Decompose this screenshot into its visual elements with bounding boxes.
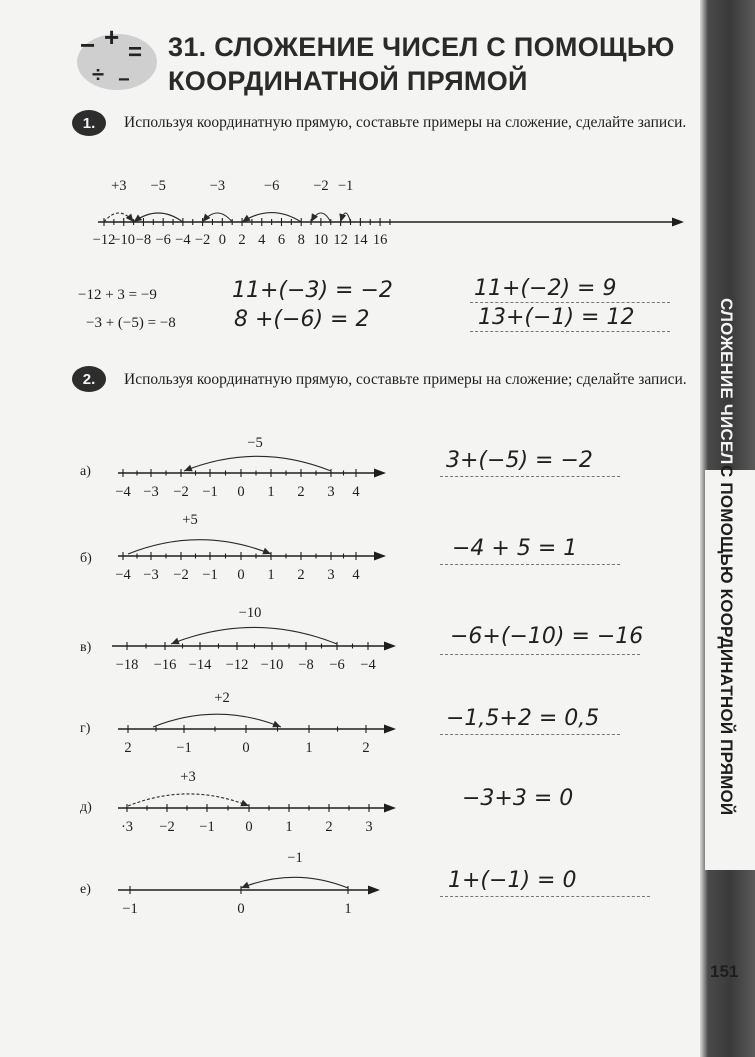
item-2-jump-arc-head [262, 548, 271, 554]
task1-answer-4: 13+(−1) = 12 [478, 305, 635, 330]
task1-tick-label: 16 [372, 232, 388, 248]
item-2-jump-arc [128, 540, 271, 554]
item-3-axis-arrowhead [384, 642, 396, 651]
task1-jump-label: −2 [313, 178, 329, 194]
item-2-tick-label: −4 [115, 567, 131, 583]
item-2-tick-label: −2 [173, 567, 189, 583]
item-2-tick-label: 1 [267, 567, 275, 583]
task1-jump-label: +3 [111, 178, 127, 194]
task1-jump-label: −1 [337, 178, 354, 194]
task1-badge: 1. [72, 110, 106, 136]
item-b-answer: −4 + 5 = 1 [452, 536, 578, 561]
item-4-axis-arrowhead [384, 725, 396, 734]
item-2-tick-label: 2 [297, 567, 305, 583]
item-5-tick-label: −1 [199, 819, 215, 835]
item-g-answer: −1,5+2 = 0,5 [446, 706, 600, 731]
item-2-tick-label: −3 [143, 567, 159, 583]
item-1-jump-arc-head [184, 465, 193, 471]
task2-text: Используя координатную прямую, составьте примеры на сложение; сделайте записи. [124, 371, 687, 388]
item-1-jump-arc [184, 456, 331, 471]
item-v-answer: −6+(−10) = −16 [450, 624, 644, 649]
item-5-tick-label: 0 [245, 819, 253, 835]
task1-jump-label: −5 [150, 178, 166, 194]
item-b-line [440, 564, 620, 565]
item-d-letter: д) [80, 800, 92, 815]
item-3-tick-label: −6 [329, 657, 345, 673]
item-4-jump-arc [153, 714, 281, 727]
task1-jump-label: −3 [209, 178, 226, 194]
title-line-1: 31. СЛОЖЕНИЕ ЧИСЕЛ С ПОМОЩЬЮ [168, 32, 675, 62]
task1-tick-label: −6 [155, 232, 171, 248]
item-2-axis-arrowhead [374, 552, 386, 561]
item-6-jump-arc-head [241, 882, 250, 888]
item-1-jump-label: −5 [247, 435, 263, 451]
item-3-jump-arc-head [171, 638, 180, 644]
item-2-tick-label: −1 [202, 567, 218, 583]
item-5-tick-label: 3 [365, 819, 373, 835]
task1-jump-label: −6 [263, 178, 280, 194]
item-4-tick-label: 2 [362, 740, 370, 756]
task1-printed-example-1: −12 + 3 = −9 [78, 287, 157, 303]
item-1-tick-label: 4 [352, 484, 360, 500]
item-2-jump-label: +5 [182, 512, 198, 528]
side-title-lower: С ПОМОЩЬЮ КООРДИНАТНОЙ ПРЯМОЙ [717, 464, 736, 815]
svg-text:−: − [80, 30, 96, 60]
item-1-axis-arrowhead [374, 469, 386, 478]
item-4-jump-arc-head [272, 721, 281, 727]
task1-tick-label: 0 [218, 232, 226, 248]
item-b-letter: б) [80, 551, 92, 566]
item-e-line [440, 896, 650, 897]
item-2-tick-label: 0 [237, 567, 245, 583]
item-6-tick-label: 0 [237, 901, 245, 917]
task1-answer-2: 8 +(−6) = 2 [234, 307, 370, 332]
page-number: 151 [710, 962, 739, 981]
item-4-jump-label: +2 [214, 690, 230, 706]
task1-tick-label: −4 [175, 232, 191, 248]
item-5-tick-label: −2 [159, 819, 175, 835]
item-6-tick-label: 1 [344, 901, 352, 917]
item-2-tick-label: 3 [327, 567, 335, 583]
item-5-jump-label: +3 [180, 769, 196, 785]
task1-tick-label: −12 [92, 232, 116, 248]
item-e-letter: е) [80, 882, 91, 897]
item-4-tick-label: 0 [242, 740, 250, 756]
item-1-tick-label: 0 [237, 484, 245, 500]
item-g-letter: г) [80, 721, 91, 736]
item-1-tick-label: −2 [173, 484, 189, 500]
task1-tick-label: 2 [238, 232, 246, 248]
task1-tick-label: 10 [313, 232, 329, 248]
item-d-answer: −3+3 = 0 [462, 786, 574, 811]
item-e-answer: 1+(−1) = 0 [448, 868, 577, 893]
task1-tick-label: −2 [194, 232, 211, 248]
item-3-jump-arc [171, 627, 337, 644]
item-1-tick-label: 3 [327, 484, 335, 500]
item-2-tick-label: 4 [352, 567, 360, 583]
task1-answer-1: 11+(−3) = −2 [232, 278, 393, 303]
task1-text: Используя координатную прямую, составьте примеры на сложение, сделайте записи. [124, 114, 687, 131]
item-3-tick-label: −18 [115, 657, 139, 673]
item-5-tick-label: 2 [325, 819, 333, 835]
item-3-jump-label: −10 [238, 605, 262, 621]
task1-tick-label: 4 [258, 232, 266, 248]
task1-tick-label: 12 [333, 232, 348, 248]
item-5-jump-arc [128, 794, 249, 806]
task1-tick-label: 6 [277, 232, 286, 248]
side-title-upper: СЛОЖЕНИЕ ЧИСЕЛ [717, 298, 736, 465]
item-a-answer: 3+(−5) = −2 [446, 448, 593, 473]
item-3-tick-label: −16 [153, 657, 177, 673]
item-3-tick-label: −8 [298, 657, 314, 673]
item-6-jump-label: −1 [287, 850, 303, 866]
task1-tick-label: 8 [297, 232, 305, 248]
item-4-tick-label: 2 [124, 740, 132, 756]
svg-text:+: + [104, 22, 120, 52]
task1-printed-example-2: −3 + (−5) = −8 [86, 315, 176, 331]
item-3-tick-label: −14 [188, 657, 212, 673]
item-3-tick-label: −12 [225, 657, 249, 673]
item-4-tick-label: −1 [176, 740, 192, 756]
task1-tick-label: −10 [112, 232, 136, 248]
item-1-tick-label: −1 [202, 484, 218, 500]
item-3-tick-label: −4 [360, 657, 376, 673]
title-line-2: КООРДИНАТНОЙ ПРЯМОЙ [168, 66, 528, 96]
task1-tick-label: −8 [135, 232, 152, 248]
item-g-line [440, 734, 620, 735]
item-6-jump-arc [241, 877, 348, 888]
item-5-tick-label: ·3 [120, 819, 134, 835]
svg-text:÷: ÷ [92, 62, 105, 87]
item-a-line [440, 476, 620, 477]
item-1-tick-label: −4 [115, 484, 131, 500]
item-6-axis-arrowhead [368, 886, 380, 895]
item-3-tick-label: −10 [260, 657, 284, 673]
item-6-tick-label: −1 [122, 901, 138, 917]
side-chapter-title [702, 298, 750, 838]
item-1-tick-label: 1 [267, 484, 275, 500]
item-4-tick-label: 1 [305, 740, 313, 756]
item-v-letter: в) [80, 640, 92, 655]
task1-answer-3: 11+(−2) = 9 [474, 276, 617, 301]
svg-text:=: = [128, 39, 143, 66]
item-1-tick-label: −3 [143, 484, 159, 500]
svg-text:−: − [118, 69, 130, 91]
item-1-tick-label: 2 [297, 484, 305, 500]
task2-badge: 2. [72, 366, 106, 392]
item-5-jump-arc-head [240, 800, 249, 806]
item-5-tick-label: 1 [285, 819, 293, 835]
item-a-letter: а) [80, 464, 91, 479]
item-5-axis-arrowhead [384, 804, 396, 813]
task1-tick-label: 14 [353, 232, 368, 248]
item-v-line [440, 654, 640, 655]
